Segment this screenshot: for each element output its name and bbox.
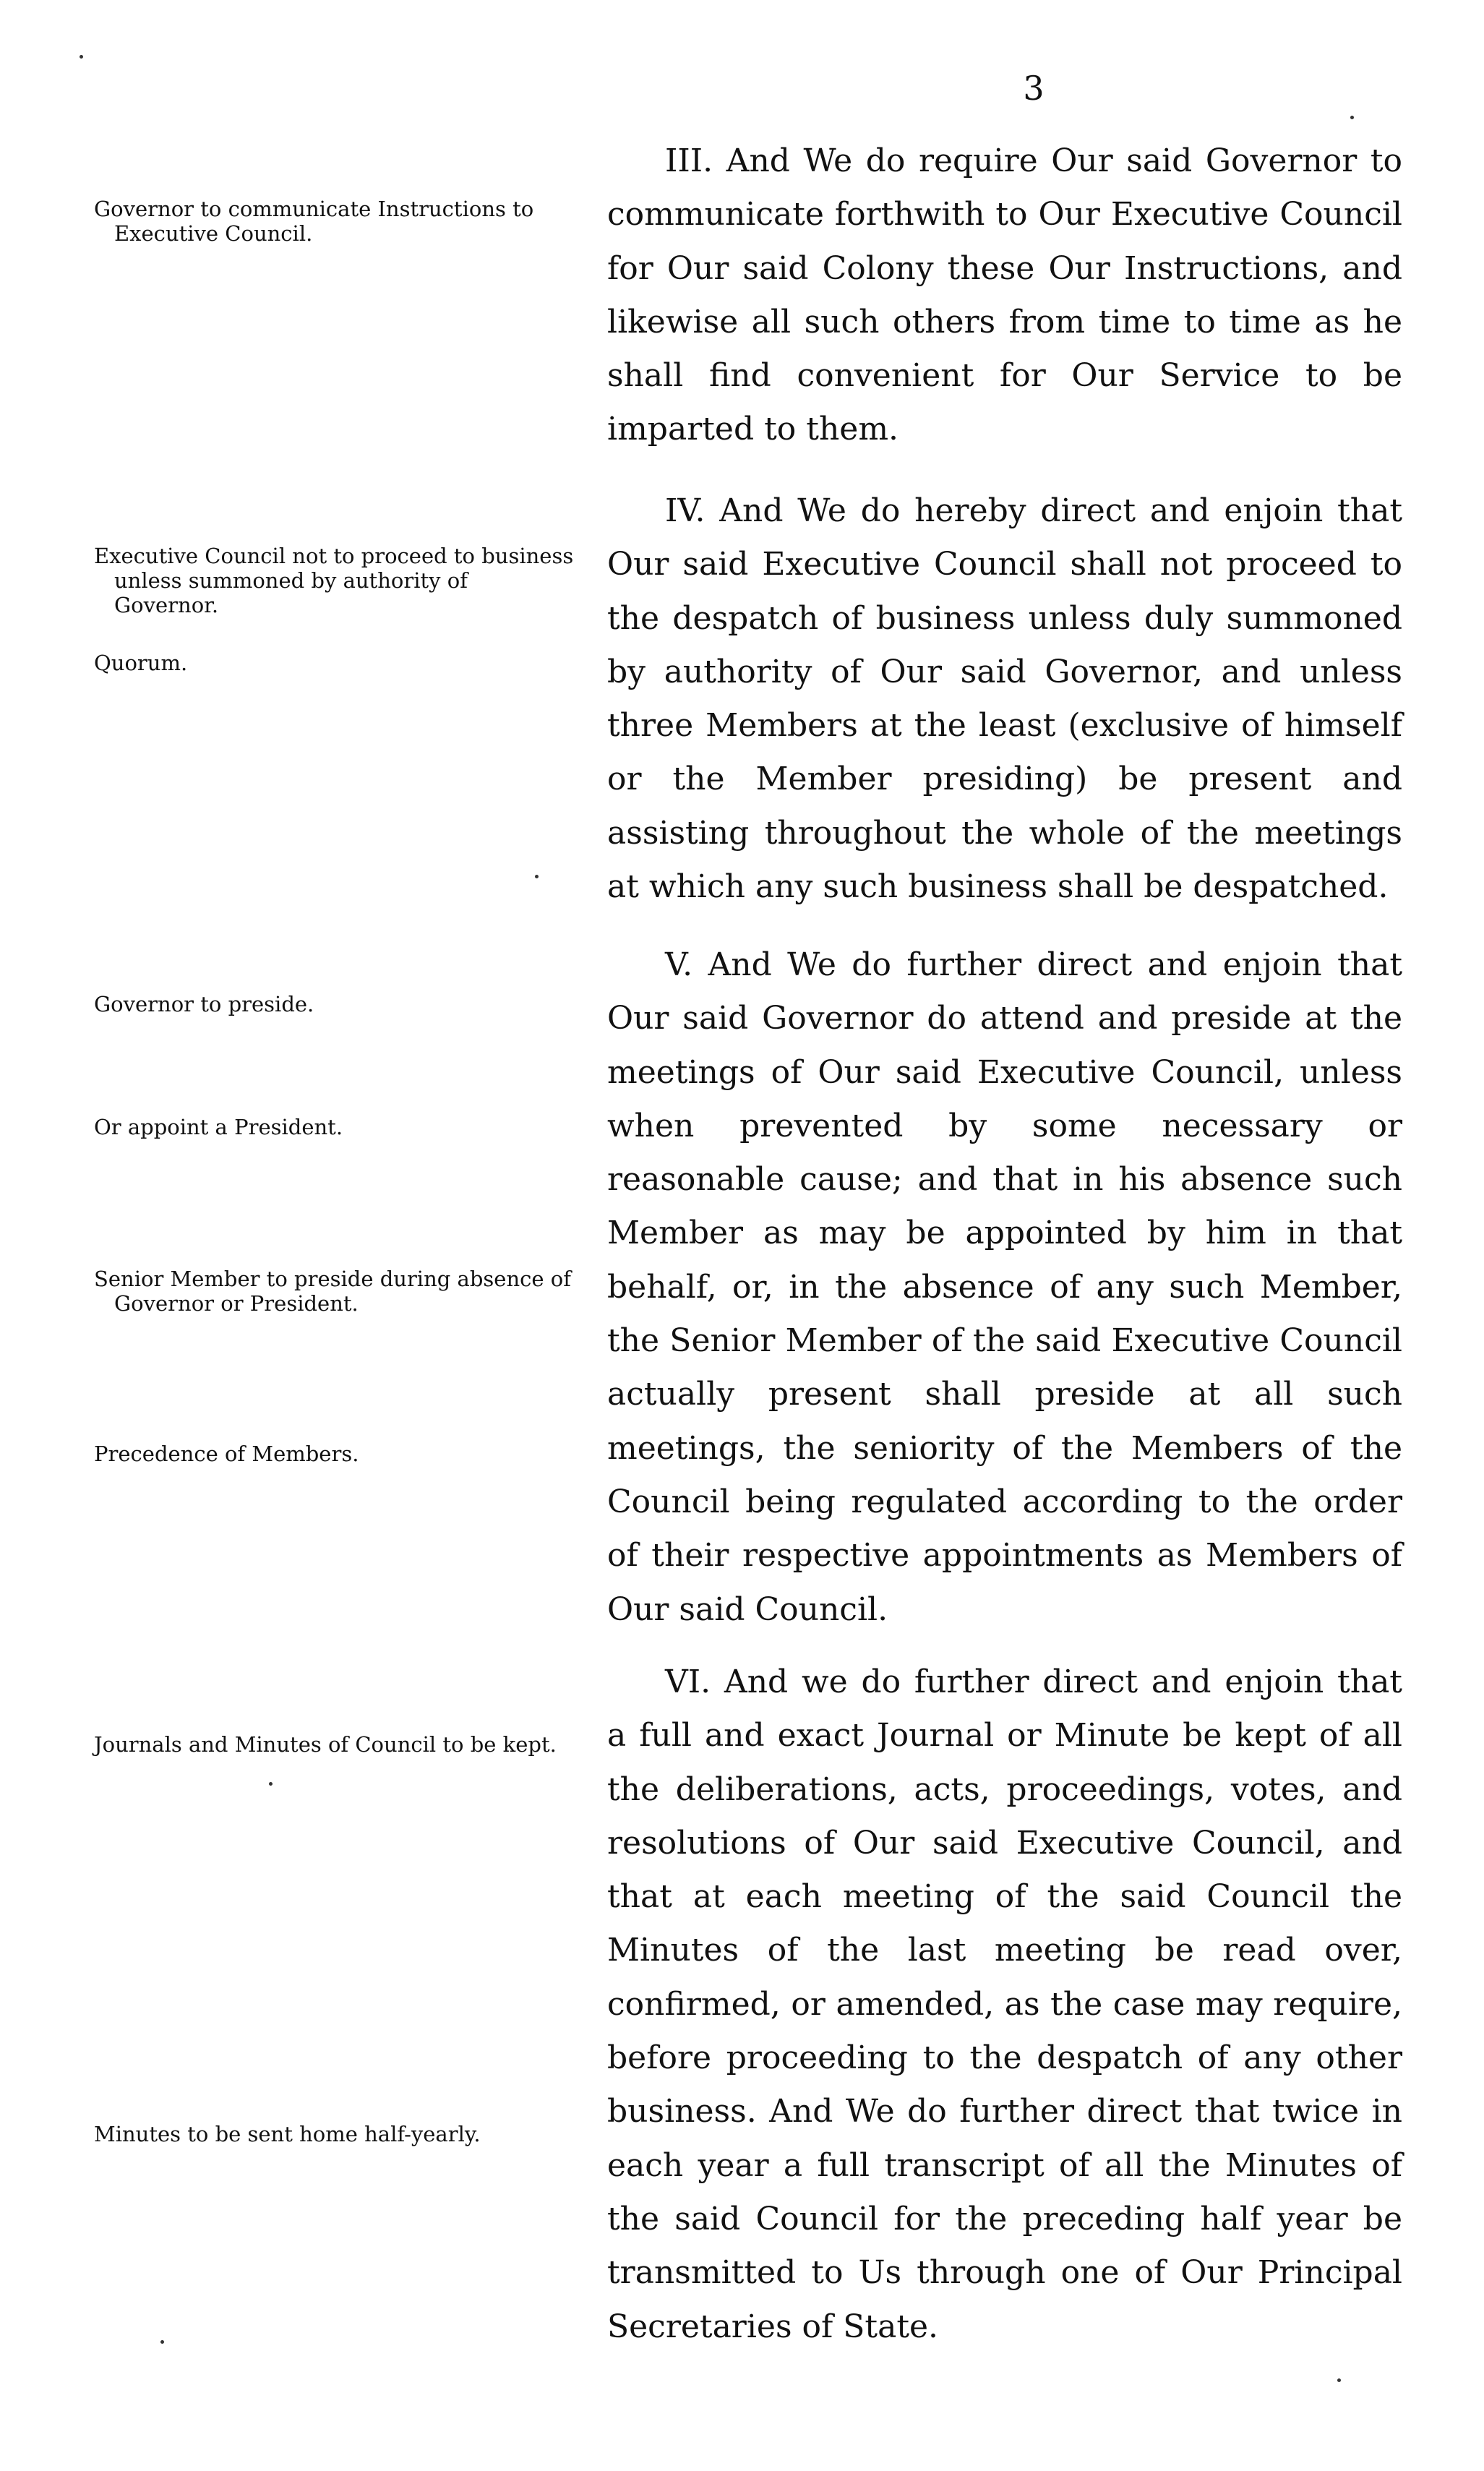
scan-speck — [1350, 116, 1354, 119]
paragraph-vi: VI. And we do further direct and enjoin that a full and exact Journal or Minute be kept of all the deliberations, acts, proceedings, votes, and resolutions of Our said Executive Council, and that at each meeting of the said Council the Minutes of the last meeting be read over, confirmed, or amended, as the case may require, before proceeding to the despatch of any other business. And We do further direct that twice in each year a full transcript of all the Minutes of the said Council for the preceding half year be transmitted to Us through one of Our Principal Secretaries of State. — [607, 1663, 1402, 2345]
scan-speck — [160, 2340, 164, 2344]
margin-note-council-not-proceed: Executive Council not to proceed to business unless summoned by authority of Governor. — [94, 544, 574, 617]
paragraph-iv: IV. And We do hereby direct and enjoin that Our said Executive Council shall not proceed to the despatch of business unless duly summoned by authority of Our said Governor, and unless three Members at the least (exclusive of himself or the Member presiding) be present and assisting throughout the whole of the meetings at which any such business shall be despatched. — [607, 492, 1402, 906]
margin-note-precedence: Precedence of Members. — [94, 1442, 359, 1466]
scan-speck — [1337, 2378, 1341, 2382]
scan-speck — [535, 875, 539, 878]
margin-note-senior-member: Senior Member to preside during absence of Governor or President. — [94, 1267, 571, 1316]
page-number: 3 — [1023, 69, 1045, 108]
margin-note-minutes-half-yearly: Minutes to be sent home half-yearly. — [94, 2122, 481, 2146]
margin-note-governor-preside: Governor to preside. — [94, 992, 314, 1016]
paragraph-v: V. And We do further direct and enjoin that Our said Governor do attend and preside at the meetings of Our said Executive Council, unless when prevented by some necessary or reasonable cause; and that in his absence such Member as may be appointed by him in that behalf, or, in the absence of any such Member, the Senior Member of the said Executive Council actually present shall preside at all such meetings, the seniority of the Members of the Council being regulated according to the order of their respective appointments as Members of Our said Council. — [607, 946, 1402, 1628]
margin-note-journals-minutes: Journals and Minutes of Council to be kept. — [94, 1732, 557, 1757]
paragraph-iii: III. And We do require Our said Governor to communicate forthwith to Our Executive Council for Our said Colony these Our Instructions, and likewise all such others from time to time as he shall find convenient for Our Service to be imparted to them. — [607, 142, 1402, 448]
margin-note-appoint-president: Or appoint a President. — [94, 1115, 343, 1139]
margin-note-communicate-instructions: Governor to communicate Instructions to Executive Council. — [94, 197, 534, 246]
margin-note-quorum: Quorum. — [94, 651, 188, 675]
scan-speck — [80, 55, 83, 59]
scan-speck — [269, 1782, 273, 1786]
